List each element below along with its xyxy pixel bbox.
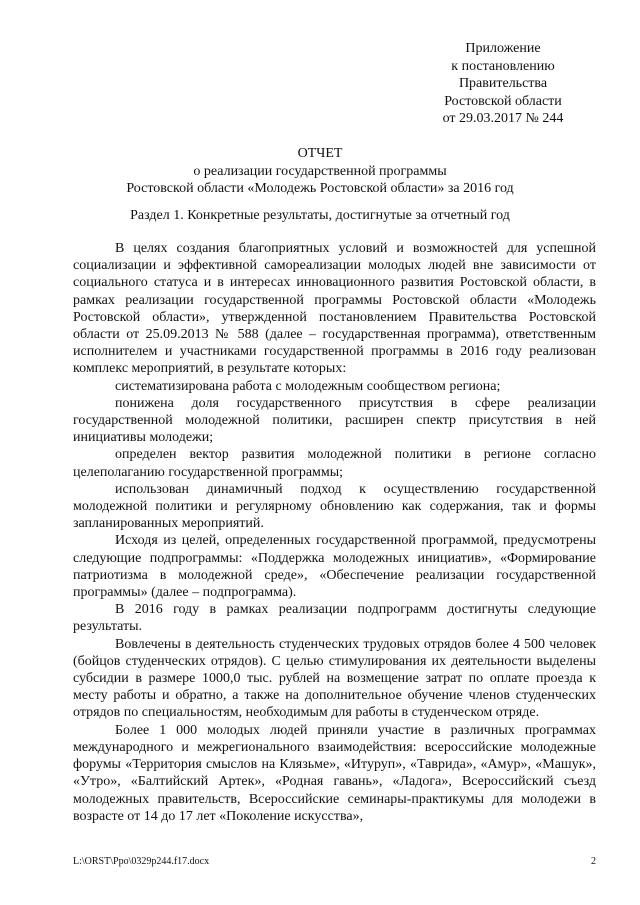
appendix-line: Правительства [458, 76, 548, 92]
appendix-line: от 29.03.2017 № 244 [442, 111, 564, 127]
paragraph: Исходя из целей, определенных государственной программой, предусмотрены следующие подпрограммы: «Поддержка молодежных инициатив», «Формирование патриотизма в молодежной среде», «Обеспечение реализации государственной программы» (далее – подпрограмма). [73, 533, 596, 601]
file-path: L:\ORST\Ppo\0329p244.f17.docx [73, 856, 210, 867]
paragraph: В целях создания благоприятных условий и возможностей для успешной социализации и эффективной самореализации молодых людей вне зависимости от социального статуса и в интересах инновационного развития Ростовской области, в рамках реализации государственной программы Ростовской области «Молодежь Ростовской области», утвержденной постановлением Правительства Ростовской области от 25.09.2013 № 588 (далее – государственная программа), ответственным исполнителем и участниками государственной программы в 2016 году реализован комплекс мероприятий, в результате которых: [73, 241, 596, 377]
report-title [0, 145, 640, 198]
paragraph: определен вектор развития молодежной политики в регионе согласно целеполаганию государственной программы; [73, 447, 596, 480]
page-number: 2 [591, 856, 596, 867]
paragraph: систематизирована работа с молодежным сообществом региона; [115, 378, 501, 394]
title-line: о реализации государственной программы [193, 163, 447, 179]
paragraph: понижена доля государственного присутствия в сфере реализации государственной молодежной политики, расширен спектр присутствия в ней инициативы молодежи; [73, 395, 596, 446]
section-heading: Раздел 1. Конкретные результаты, достигнутые за отчетный год [130, 208, 510, 223]
paragraph: Более 1 000 молодых людей приняли участие в различных программах международного и межрегионального взаимодействия: всероссийские молодежные форумы «Территория смыслов на Клязьме», «Итуруп», «Таврида», «Амур», «Машук», «Утро», «Балтийский Артек», «Родная гавань», «Ладога», Всероссийский съезд молодежных правительств, Всероссийские семинары-практикумы для молодежи в возрасте от 14 до 17 лет «Поколение искусства», [73, 722, 596, 824]
paragraph: В 2016 году в рамках реализации подпрограмм достигнуты следующие результаты. [73, 602, 596, 635]
paragraph: использован динамичный подход к осуществлению государственной молодежной политики и регулярному обновлению как содержания, так и формы запланированных мероприятий. [73, 481, 596, 532]
page-footer [73, 856, 596, 868]
title-line: ОТЧЕТ [297, 146, 343, 161]
appendix-line: Ростовской области [444, 93, 562, 109]
appendix-line: Приложение [465, 41, 541, 56]
paragraph: Вовлечены в деятельность студенческих трудовых отрядов более 4 500 человек (бойцов студенческих отрядов). С целью стимулирования их деятельности выделены субсидии в размере 1000,0 тыс. рублей на возмещение затрат по оплате проезда к месту работы и обратно, а также на дополнительное обучение членов студенческих отрядов по специальностям, необходимым для работы в студенческом отряде. [73, 636, 596, 721]
appendix-block [424, 40, 582, 128]
appendix-line: к постановлению [451, 58, 555, 74]
title-line: Ростовской области «Молодежь Ростовской области» за 2016 год [126, 181, 514, 197]
body-text [73, 240, 596, 825]
